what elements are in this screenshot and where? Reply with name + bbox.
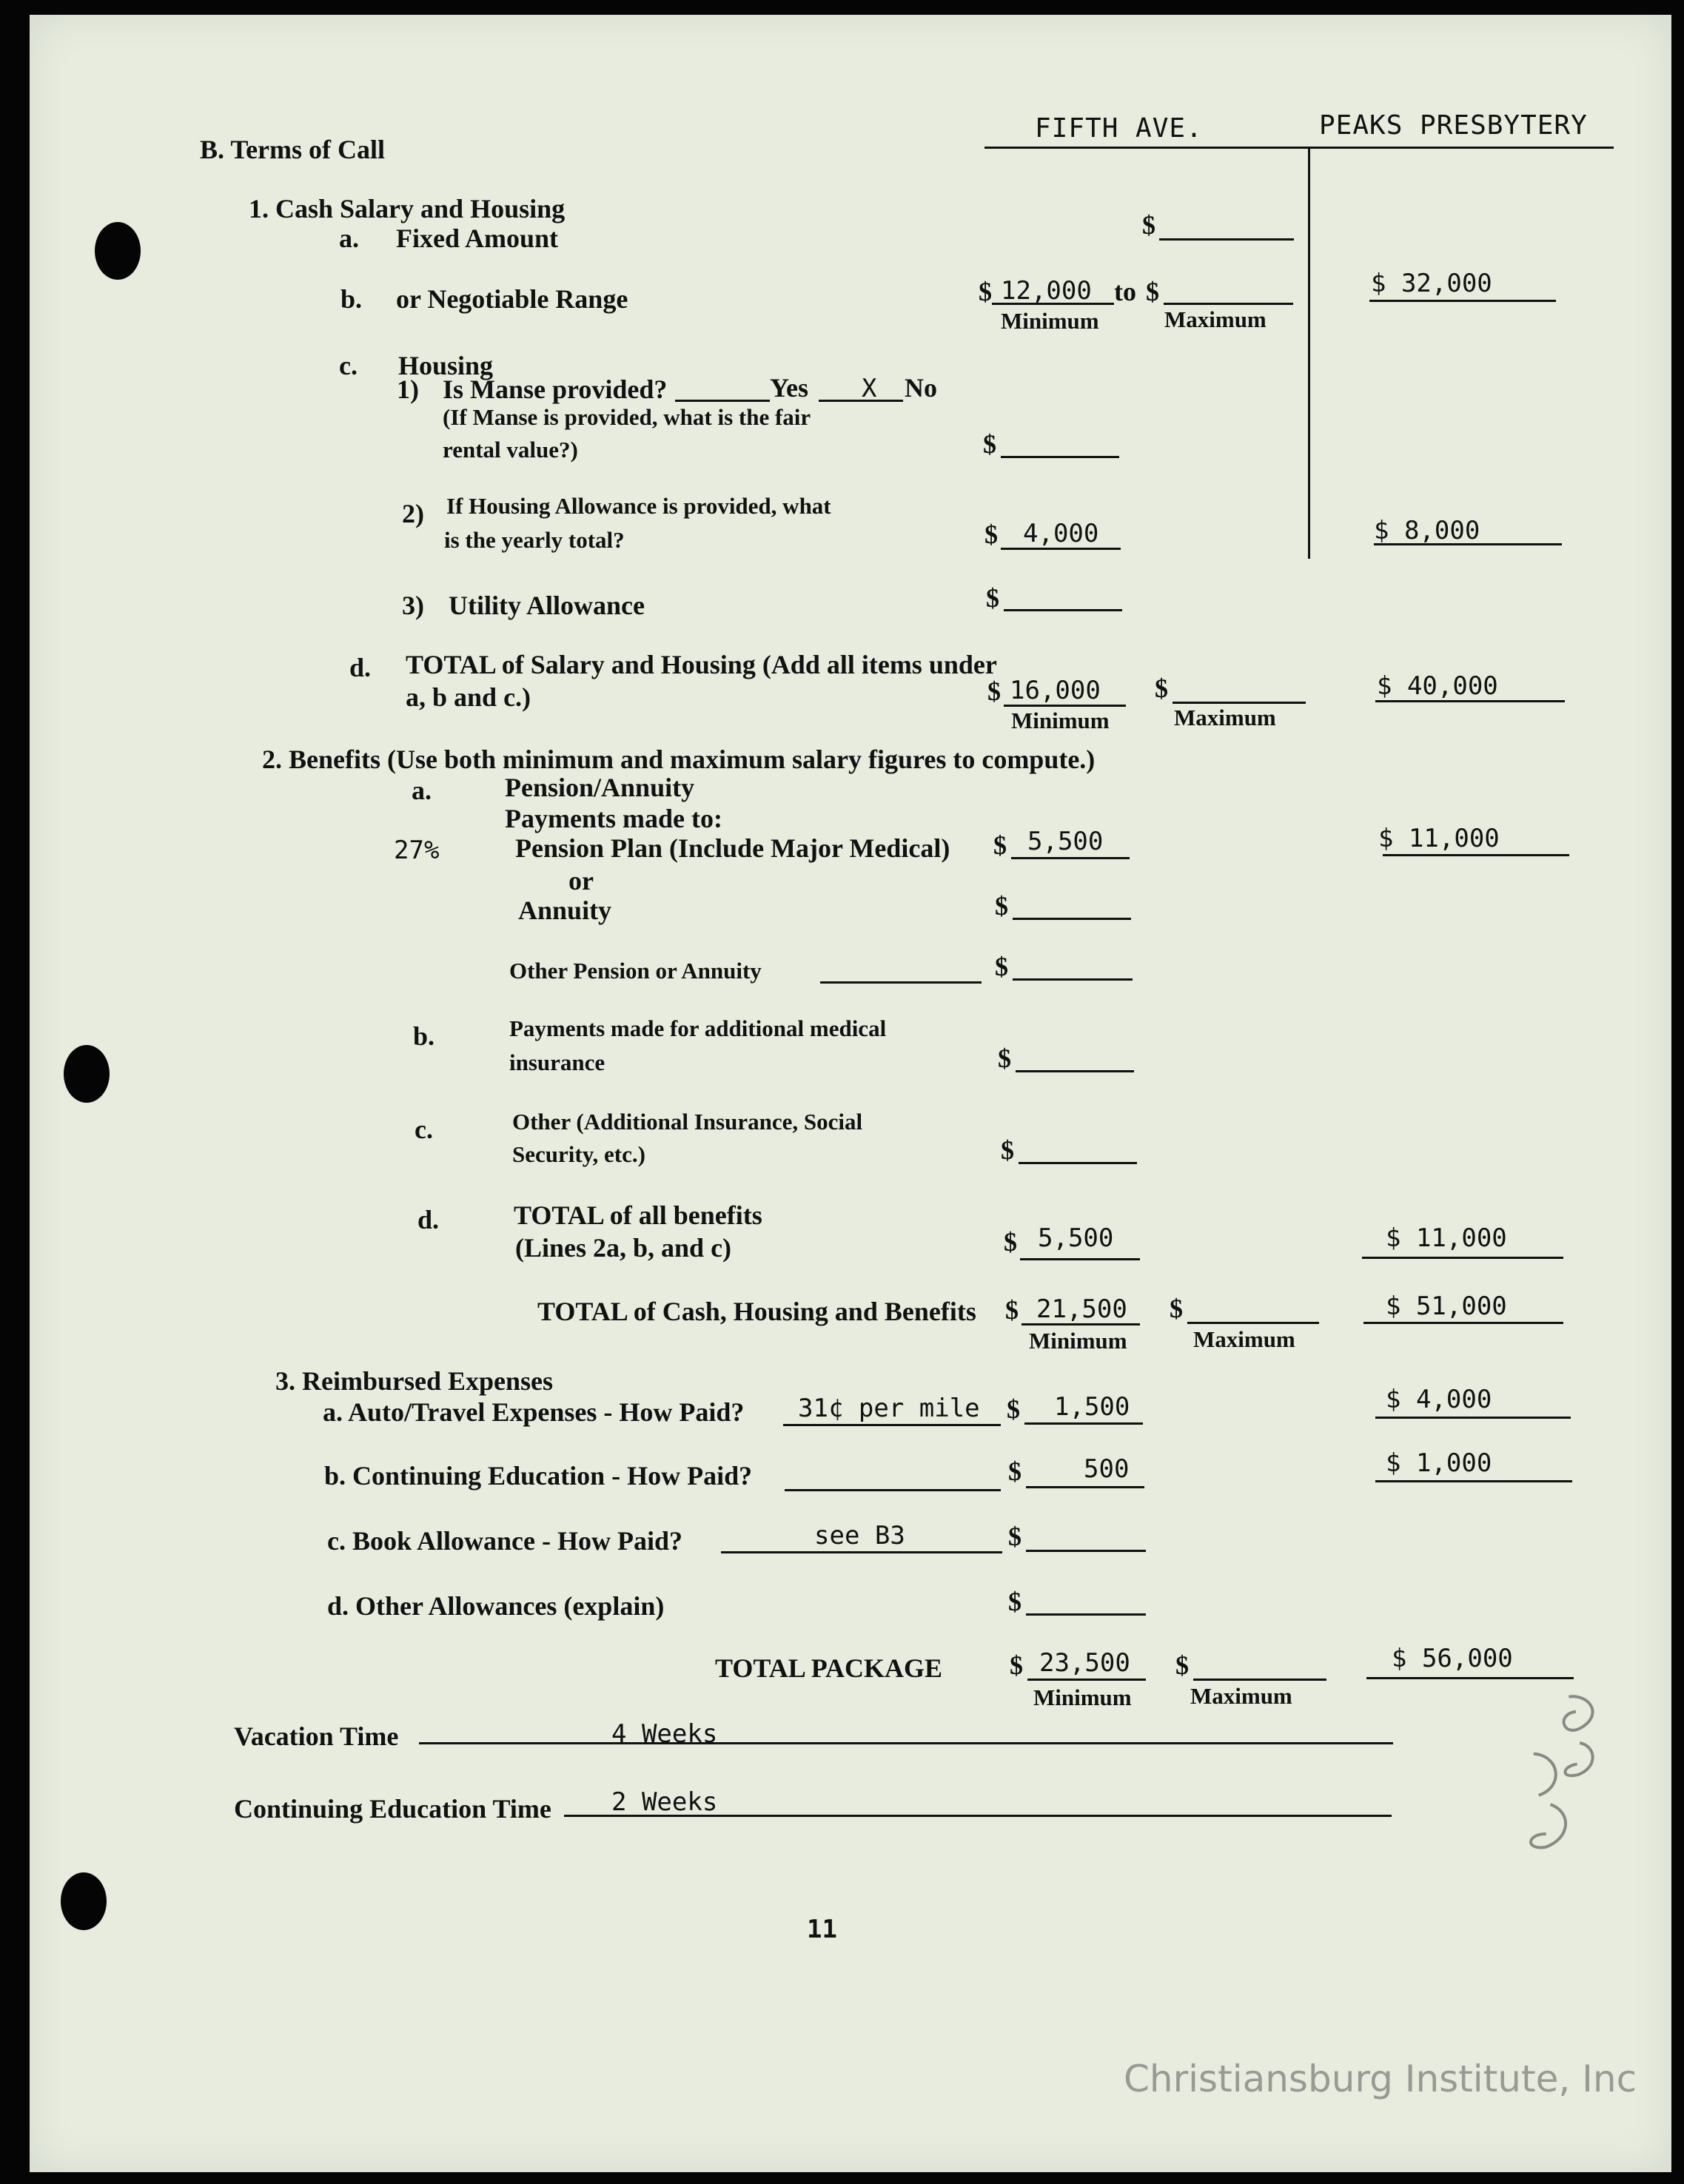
continuing-education-time-underline bbox=[564, 1815, 1392, 1817]
blank-line bbox=[1026, 1613, 1146, 1616]
auto-travel-label: a. Auto/Travel Expenses - How Paid? bbox=[323, 1397, 745, 1427]
institution-credit: Christiansburg Institute, Inc bbox=[1124, 2057, 1637, 2100]
value-underline bbox=[1004, 705, 1126, 707]
value-underline bbox=[1362, 1257, 1563, 1259]
continuing-education-value: 500 bbox=[1084, 1454, 1130, 1484]
total-benefits-value: 5,500 bbox=[1038, 1223, 1114, 1253]
continuing-education-time-value: 2 Weeks bbox=[611, 1787, 718, 1817]
annuity-label: Annuity bbox=[518, 896, 612, 925]
dollar-sign: $ bbox=[1008, 1456, 1022, 1486]
total-benefits-col2-value: $ 11,000 bbox=[1386, 1223, 1507, 1253]
value-underline bbox=[1020, 1258, 1140, 1260]
value-underline bbox=[1369, 300, 1556, 302]
book-allowance-label: c. Book Allowance - How Paid? bbox=[327, 1526, 683, 1556]
item-2d-marker: d. bbox=[417, 1205, 440, 1234]
total-benefits-line-1: TOTAL of all benefits bbox=[514, 1200, 762, 1230]
dollar-sign: $ bbox=[998, 1044, 1011, 1073]
item-1b-marker: b. bbox=[341, 284, 363, 314]
dollar-sign: $ bbox=[979, 277, 992, 306]
housing-allowance-value: 4,000 bbox=[1023, 519, 1099, 548]
vacation-time-value: 4 Weeks bbox=[611, 1719, 718, 1749]
section-3-title: 3. Reimbursed Expenses bbox=[275, 1366, 554, 1396]
total-salary-min-value: 16,000 bbox=[1010, 676, 1101, 705]
housing-allowance-line-1: If Housing Allowance is provided, what bbox=[446, 493, 831, 519]
header-rule bbox=[984, 147, 1614, 149]
maximum-label: Maximum bbox=[1164, 306, 1267, 332]
blank-line bbox=[1016, 1070, 1134, 1072]
blank-line bbox=[1026, 1550, 1146, 1552]
dollar-sign: $ bbox=[1175, 1650, 1189, 1680]
dollar-sign: $ bbox=[984, 520, 998, 549]
vacation-time-underline bbox=[419, 1742, 1393, 1744]
blank-line bbox=[1001, 456, 1119, 458]
pension-plan-label: Pension Plan (Include Major Medical) bbox=[515, 833, 950, 863]
maximum-label: Maximum bbox=[1174, 705, 1276, 730]
housing-allowance-col2-value: $ 8,000 bbox=[1374, 516, 1480, 545]
value-underline bbox=[1026, 1486, 1144, 1488]
section-title: B. Terms of Call bbox=[200, 135, 386, 164]
pension-plan-value: 5,500 bbox=[1027, 827, 1104, 856]
item-2a-marker: a. bbox=[412, 776, 432, 805]
dollar-sign: $ bbox=[1001, 1135, 1014, 1165]
pension-annuity-label: Pension/Annuity bbox=[505, 773, 695, 802]
item-1b-label: or Negotiable Range bbox=[396, 284, 628, 314]
no-blank bbox=[819, 400, 903, 402]
value-underline bbox=[992, 303, 1114, 305]
medical-insurance-line-2: insurance bbox=[509, 1049, 605, 1075]
how-paid-underline bbox=[783, 1424, 1001, 1426]
dollar-sign: $ bbox=[1142, 210, 1155, 240]
section-2-title: 2. Benefits (Use both minimum and maximum salary figures to compute.) bbox=[262, 745, 1096, 774]
value-underline bbox=[1011, 857, 1130, 859]
negotiable-min-value: 12,000 bbox=[1001, 276, 1092, 306]
total-package-label: TOTAL PACKAGE bbox=[715, 1653, 943, 1683]
total-cash-min-value: 21,500 bbox=[1036, 1294, 1127, 1324]
page-number: 11 bbox=[807, 1915, 837, 1944]
continuing-education-time-label: Continuing Education Time bbox=[234, 1794, 551, 1824]
maximum-label: Maximum bbox=[1193, 1326, 1295, 1352]
value-underline bbox=[1366, 1677, 1574, 1679]
dollar-sign: $ bbox=[1004, 1227, 1017, 1257]
other-insurance-line-1: Other (Additional Insurance, Social bbox=[512, 1109, 863, 1135]
minimum-label: Minimum bbox=[1001, 308, 1099, 334]
medical-insurance-line-1: Payments made for additional medical bbox=[509, 1015, 887, 1041]
negotiable-col2-value: $ 32,000 bbox=[1371, 269, 1492, 298]
dollar-sign: $ bbox=[983, 429, 996, 459]
value-underline bbox=[1001, 548, 1121, 550]
blank-line bbox=[820, 981, 982, 984]
manse-sub-line-2: rental value?) bbox=[443, 437, 578, 463]
item-1a-marker: a. bbox=[339, 224, 359, 253]
dollar-sign: $ bbox=[1010, 1650, 1023, 1680]
maximum-label: Maximum bbox=[1190, 1683, 1292, 1709]
other-allowances-label: d. Other Allowances (explain) bbox=[327, 1591, 665, 1621]
vacation-time-label: Vacation Time bbox=[234, 1721, 399, 1751]
to-label: to bbox=[1114, 277, 1136, 306]
pension-plan-col2-value: $ 11,000 bbox=[1378, 824, 1500, 853]
item-1d-marker: d. bbox=[349, 653, 372, 682]
dollar-sign: $ bbox=[995, 952, 1008, 981]
blank-line bbox=[1193, 1679, 1326, 1681]
dollar-sign: $ bbox=[987, 676, 1001, 706]
column-header-fifth-ave: FIFTH AVE. bbox=[1035, 113, 1203, 144]
value-underline bbox=[1022, 1323, 1140, 1325]
or-label: or bbox=[568, 866, 594, 896]
no-label: No bbox=[905, 373, 937, 403]
dollar-sign: $ bbox=[1008, 1587, 1022, 1616]
no-checkmark: X bbox=[862, 374, 877, 403]
column-header-peaks-presbytery: PEAKS PRESBYTERY bbox=[1319, 110, 1588, 141]
total-benefits-line-2: (Lines 2a, b, and c) bbox=[515, 1233, 732, 1263]
housing-allowance-line-2: is the yearly total? bbox=[444, 527, 625, 553]
dollar-sign: $ bbox=[1146, 277, 1159, 306]
item-1c1-number: 1) bbox=[397, 374, 419, 404]
value-underline bbox=[1383, 854, 1569, 856]
dollar-sign: $ bbox=[1170, 1294, 1183, 1323]
minimum-label: Minimum bbox=[1011, 708, 1110, 733]
other-insurance-line-2: Security, etc.) bbox=[512, 1141, 645, 1167]
item-2c-marker: c. bbox=[415, 1115, 433, 1144]
book-allowance-how-paid: see B3 bbox=[814, 1521, 905, 1550]
yes-blank bbox=[675, 400, 770, 402]
value-underline bbox=[1024, 1422, 1143, 1425]
total-salary-line-1: TOTAL of Salary and Housing (Add all items under bbox=[406, 650, 997, 679]
auto-travel-col2-value: $ 4,000 bbox=[1386, 1385, 1492, 1414]
total-salary-col2-value: $ 40,000 bbox=[1377, 671, 1498, 701]
dollar-sign: $ bbox=[986, 583, 999, 613]
other-pension-label: Other Pension or Annuity bbox=[509, 958, 762, 984]
item-1c2-number: 2) bbox=[402, 499, 424, 528]
auto-travel-how-paid: 31¢ per mile bbox=[798, 1394, 980, 1423]
item-1c3-number: 3) bbox=[402, 591, 424, 620]
document-page bbox=[30, 15, 1671, 2172]
blank-line bbox=[1164, 303, 1293, 305]
blank-line bbox=[1013, 918, 1131, 920]
dollar-sign: $ bbox=[993, 830, 1007, 860]
item-1a-label: Fixed Amount bbox=[396, 224, 559, 253]
dollar-sign: $ bbox=[995, 891, 1008, 921]
blank-line bbox=[1173, 702, 1306, 704]
blank-line bbox=[1187, 1322, 1319, 1324]
blank-line bbox=[1019, 1162, 1137, 1164]
total-package-col2-value: $ 56,000 bbox=[1392, 1644, 1513, 1673]
value-underline bbox=[1375, 1480, 1572, 1482]
blank-line bbox=[1004, 609, 1122, 611]
total-salary-line-2: a, b and c.) bbox=[406, 682, 531, 712]
how-paid-underline bbox=[785, 1489, 1001, 1491]
continuing-education-label: b. Continuing Education - How Paid? bbox=[324, 1461, 753, 1491]
minimum-label: Minimum bbox=[1033, 1684, 1132, 1710]
value-underline bbox=[1375, 1417, 1571, 1419]
pension-percentage: 27% bbox=[394, 836, 440, 865]
item-1c-marker: c. bbox=[339, 351, 358, 380]
continuing-education-col2-value: $ 1,000 bbox=[1386, 1448, 1492, 1478]
utility-allowance-label: Utility Allowance bbox=[449, 591, 645, 620]
blank-line bbox=[1159, 238, 1294, 241]
dollar-sign: $ bbox=[1155, 673, 1168, 703]
total-cash-col2-value: $ 51,000 bbox=[1386, 1291, 1507, 1321]
punch-hole bbox=[95, 222, 141, 280]
value-underline bbox=[1375, 700, 1565, 702]
value-underline bbox=[1027, 1679, 1146, 1681]
value-underline bbox=[1374, 543, 1562, 545]
punch-hole bbox=[64, 1045, 110, 1103]
total-package-value: 23,500 bbox=[1039, 1648, 1130, 1678]
manse-question: Is Manse provided? bbox=[443, 374, 668, 404]
how-paid-underline bbox=[721, 1551, 1002, 1553]
dollar-sign: $ bbox=[1007, 1394, 1020, 1424]
total-cash-housing-benefits-label: TOTAL of Cash, Housing and Benefits bbox=[537, 1297, 976, 1326]
payments-made-to-label: Payments made to: bbox=[505, 804, 722, 833]
item-2b-marker: b. bbox=[413, 1021, 435, 1051]
dollar-sign: $ bbox=[1005, 1295, 1019, 1325]
item-1c-label: Housing bbox=[398, 351, 494, 380]
punch-hole bbox=[61, 1872, 107, 1930]
column-divider bbox=[1308, 148, 1310, 559]
minimum-label: Minimum bbox=[1029, 1328, 1127, 1354]
dollar-sign: $ bbox=[1008, 1522, 1022, 1551]
blank-line bbox=[1013, 978, 1133, 981]
yes-label: Yes bbox=[770, 373, 808, 403]
auto-travel-value: 1,500 bbox=[1054, 1392, 1130, 1422]
manse-sub-line-1: (If Manse is provided, what is the fair bbox=[443, 404, 811, 430]
section-1-title: 1. Cash Salary and Housing bbox=[249, 194, 566, 224]
value-underline bbox=[1363, 1322, 1563, 1324]
